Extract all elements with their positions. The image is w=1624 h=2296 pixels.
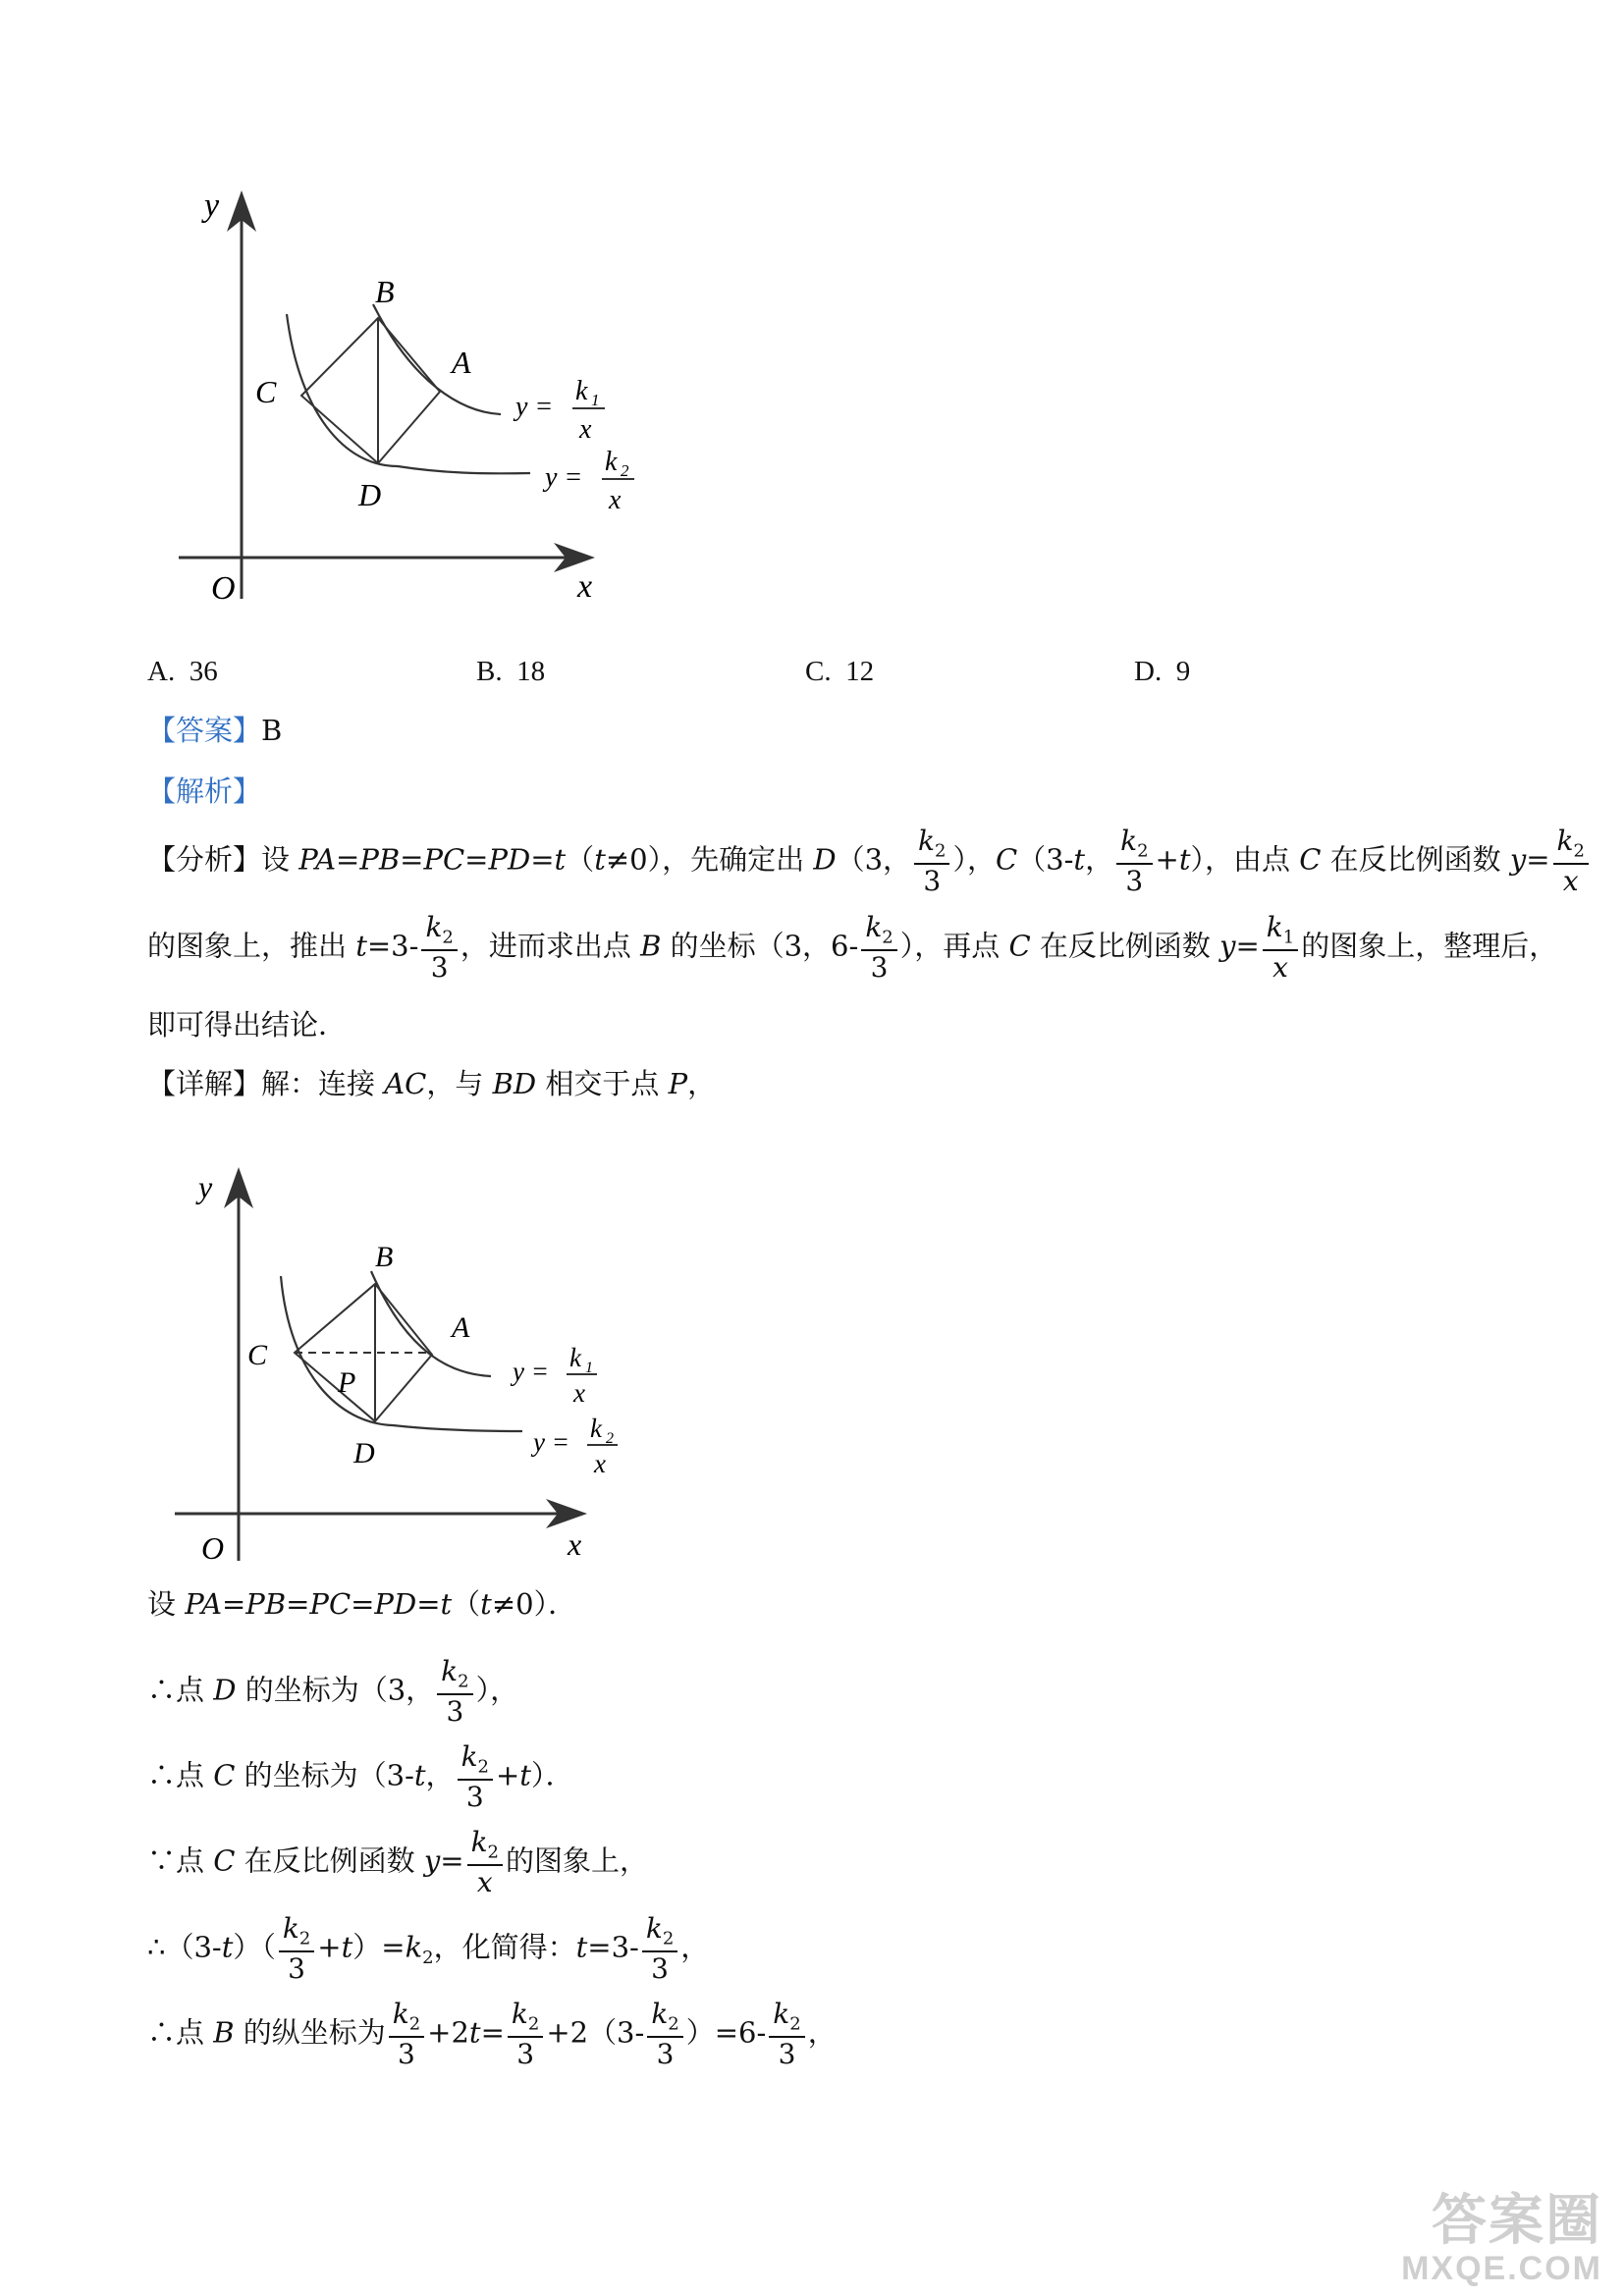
fraction: $\frac{k_2}{x}$ [1553, 827, 1589, 896]
label-b: B [375, 1241, 394, 1273]
watermark [1401, 2189, 1602, 2288]
step-1: 设 PA=PB=PC=PD=t（t≠0）． [147, 1587, 577, 1621]
curve-k1 [371, 1271, 491, 1376]
option-c: C. 12 [805, 656, 875, 687]
answer-tag: 【答案】 [147, 714, 262, 747]
fraction: $\frac{k_2}{3}$ [914, 827, 949, 896]
label-y: y [198, 1169, 213, 1204]
eq2-num: k [590, 1414, 602, 1443]
eq1-lhs: y = [513, 1357, 549, 1386]
eq2-lhs: y = [545, 462, 583, 493]
fenxi-line-3: 即可得出结论． [147, 1008, 348, 1041]
fraction: $\frac{k_2}{3}$ [389, 2000, 424, 2069]
answer-line [147, 714, 283, 747]
figure-1 [157, 167, 668, 609]
eq1-sub: 1 [585, 1360, 593, 1376]
label-c: C [247, 1339, 268, 1371]
quadrilateral-abcd [301, 318, 440, 463]
fraction: $\frac{k_2}{3}$ [508, 2000, 543, 2069]
fraction: $\frac{k_1}{x}$ [1263, 913, 1298, 983]
fraction: $\frac{k_2}{3}$ [279, 1914, 314, 1984]
label-o: O [201, 1530, 225, 1566]
label-o: O [211, 570, 236, 607]
step-4: ∵点 C 在反比例函数 y= $\frac{k_2}{x}$ 的图象上， [147, 1826, 648, 1899]
eq2-sub: 2 [621, 461, 629, 480]
eq1-num: k [575, 376, 588, 406]
label-a: A [452, 1311, 470, 1344]
eq2-den: x [609, 485, 622, 515]
eq2-den: x [594, 1449, 606, 1478]
label-x: x [568, 1526, 582, 1562]
label-c: C [255, 374, 277, 409]
eq1-num: k [569, 1343, 581, 1372]
fraction: $\frac{k_2}{3}$ [437, 1657, 472, 1727]
eq2-lhs: y = [533, 1427, 569, 1457]
fraction: $\frac{k_2}{3}$ [769, 2000, 804, 2069]
label-d: D [358, 477, 382, 512]
eq2-sub: 2 [606, 1430, 614, 1447]
fraction: $\frac{k_2}{3}$ [458, 1742, 493, 1812]
eq1-sub: 1 [591, 391, 600, 409]
option-d: D. 9 [1134, 656, 1191, 687]
fraction: $\frac{k_2}{3}$ [647, 2000, 682, 2069]
step-3: ∴点 C 的坐标为（3-t， $\frac{k_2}{3}$ +t）． [147, 1740, 574, 1814]
fraction: $\frac{k_2}{3}$ [642, 1914, 677, 1984]
eq1-den: x [573, 1378, 585, 1408]
watermark-logo: 答案圈 [1432, 2189, 1602, 2252]
label-p: P [338, 1366, 356, 1399]
option-b: B. 18 [476, 656, 546, 687]
label-x: x [577, 568, 593, 605]
label-a: A [452, 345, 471, 380]
curve-k1 [373, 304, 501, 414]
fraction: $\frac{k_2}{x}$ [467, 1828, 503, 1897]
step-6: ∴点 B 的纵坐标为 $\frac{k_2}{3}$ +2t= $\frac{k_2}{3}$ +2（3- $\frac{k_2}{3}$ ）=6- $\frac{k_2}{3}$ ， [147, 1998, 837, 2071]
figure-2 [157, 1139, 628, 1571]
answer-value: B [261, 714, 283, 747]
curve-k2 [281, 1276, 522, 1431]
eq1-den: x [579, 414, 592, 445]
fenxi-line-2: 的图象上，推出 t=3- $\frac{k_2}{3}$ ，进而求出点 B 的坐标（3，6- $\frac{k_2}{3}$ ），再点 C 在反比例函数 y= $\frac{k_1}{x}$ 的图象上，整理后， [147, 911, 1558, 985]
step-5: ∴（3-t）（ $\frac{k_2}{3}$ $+t)=k_2$，化简得：t=3- $\frac{k_2}{3}$ ， [147, 1912, 710, 1986]
label-b: B [375, 274, 395, 309]
curve-k2 [287, 314, 530, 473]
analysis-heading: 【解析】 [147, 774, 262, 808]
fenxi-line-1: 【分析】设 PA=PB=PC=PD=t（t≠0），先确定出 D（3， $\frac{k_2}{3}$ ），C（3-t， $\frac{k_2}{3}$ +t），由点 C 在反比例函数 y= $\frac{k_2}{x}$ [147, 827, 1592, 896]
watermark-url: MXQE.COM [1401, 2250, 1602, 2287]
label-y: y [204, 187, 220, 224]
fraction: $\frac{k_2}{3}$ [1116, 827, 1152, 896]
option-a: A. 36 [147, 656, 218, 687]
fraction: $\frac{k_2}{3}$ [421, 913, 457, 983]
fraction: $\frac{k_2}{3}$ [861, 913, 896, 983]
eq1-lhs: y = [515, 392, 554, 422]
eq2-num: k [605, 447, 618, 477]
xiangjie-line: 【详解】解：连接 AC，与 BD 相交于点 P， [147, 1067, 717, 1100]
step-2: ∴点 D 的坐标为（3， $\frac{k_2}{3}$ ）， [147, 1655, 519, 1729]
label-d: D [353, 1437, 375, 1469]
